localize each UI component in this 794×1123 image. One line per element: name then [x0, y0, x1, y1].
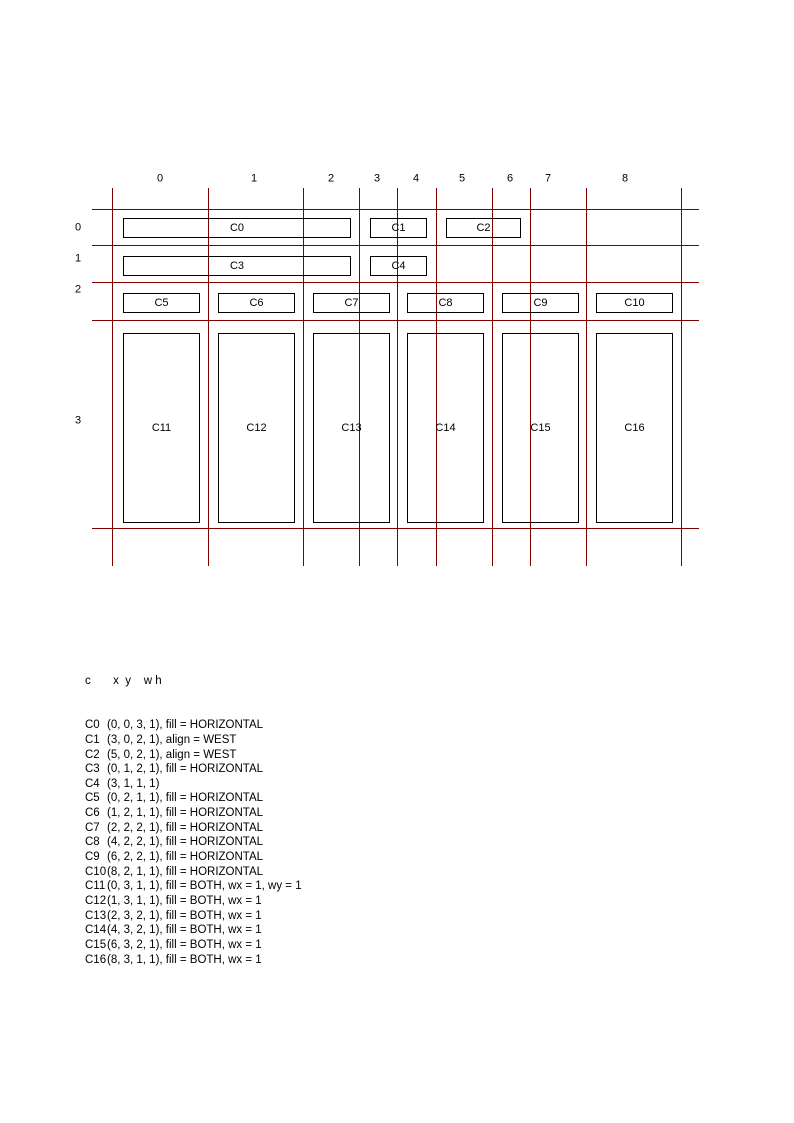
cell-box-c11 [123, 333, 200, 523]
row-label: 3 [74, 414, 82, 427]
legend-cell-id: C8 [85, 836, 100, 849]
row-label: 0 [74, 221, 82, 234]
grid-line-vertical [492, 188, 493, 566]
legend-cell-id: C9 [85, 851, 100, 864]
legend-rows [85, 718, 302, 967]
legend-constraint: (2, 3, 2, 1), fill = BOTH, wx = 1 [107, 909, 262, 922]
cell-box-c15 [502, 333, 579, 523]
column-label: 8 [621, 172, 629, 185]
legend-cell-id: C4 [85, 777, 100, 790]
legend-cell-id: C1 [85, 733, 100, 746]
grid-line-vertical [397, 188, 398, 566]
legend-row [85, 894, 302, 909]
column-label: 0 [156, 172, 164, 185]
legend-constraint: (6, 3, 2, 1), fill = BOTH, wx = 1 [107, 938, 262, 951]
legend-cell-id: C15 [85, 938, 107, 951]
cell-label: C8 [438, 296, 453, 309]
legend-row [85, 879, 302, 894]
legend-cell-id: C10 [85, 865, 107, 878]
grid-line-horizontal [92, 282, 699, 283]
cell-label: C13 [341, 421, 362, 434]
cell-label: C16 [624, 421, 645, 434]
cell-box-c6 [218, 293, 295, 313]
legend-row [85, 821, 302, 836]
column-label: 1 [250, 172, 258, 185]
cell-box-c14 [407, 333, 484, 523]
legend-cell-id: C5 [85, 792, 100, 805]
grid-line-vertical [208, 188, 209, 566]
grid-line-vertical [586, 188, 587, 566]
legend-cell-id: C0 [85, 719, 100, 732]
cell-box-c16 [596, 333, 673, 523]
cell-label: C9 [533, 296, 548, 309]
legend-constraint: (0, 3, 1, 1), fill = BOTH, wx = 1, wy = 1 [107, 880, 302, 893]
legend-constraint: (8, 2, 1, 1), fill = HORIZONTAL [107, 865, 264, 878]
cell-box-c10 [596, 293, 673, 313]
legend-row [85, 953, 302, 968]
legend-constraint: (0, 1, 2, 1), fill = HORIZONTAL [107, 763, 264, 776]
cell-label: C1 [391, 221, 406, 234]
cell-label: C2 [476, 221, 491, 234]
grid-line-horizontal [92, 320, 699, 321]
grid-line-vertical [681, 188, 682, 566]
cell-label: C7 [344, 296, 359, 309]
legend-cell-id: C2 [85, 748, 100, 761]
cell-box-c1 [370, 218, 427, 238]
grid-line-horizontal [92, 528, 699, 529]
legend-row [85, 718, 302, 733]
legend-row [85, 865, 302, 880]
legend-cell-id: C16 [85, 953, 107, 966]
legend-cell-id: C11 [85, 880, 106, 893]
legend-row [85, 909, 302, 924]
cell-label: C5 [154, 296, 169, 309]
legend-cell-id: C13 [85, 909, 107, 922]
legend-constraint: (4, 2, 2, 1), fill = HORIZONTAL [107, 836, 264, 849]
column-label: 6 [506, 172, 514, 185]
cell-box-c13 [313, 333, 390, 523]
legend-constraint: (4, 3, 2, 1), fill = BOTH, wx = 1 [107, 924, 262, 937]
legend-row [85, 733, 302, 748]
cell-box-c9 [502, 293, 579, 313]
legend-constraint: (2, 2, 2, 1), fill = HORIZONTAL [107, 821, 264, 834]
legend-row [85, 806, 302, 821]
legend-row [85, 938, 302, 953]
legend-cell-id: C12 [85, 894, 107, 907]
legend-constraint: (1, 3, 1, 1), fill = BOTH, wx = 1 [107, 894, 262, 907]
grid-line-vertical [303, 188, 304, 566]
grid-line-horizontal [92, 209, 699, 210]
legend-row [85, 777, 302, 792]
cell-box-c2 [446, 218, 521, 238]
grid-line-horizontal [92, 245, 699, 246]
legend-row [85, 748, 302, 763]
legend-header: c x y w h [85, 675, 162, 688]
legend-row [85, 791, 302, 806]
legend-cell-id: C3 [85, 763, 100, 776]
legend-constraint: (6, 2, 2, 1), fill = HORIZONTAL [107, 851, 264, 864]
cell-label: C12 [246, 421, 267, 434]
legend-constraint: (0, 2, 1, 1), fill = HORIZONTAL [107, 792, 264, 805]
cell-label: C4 [391, 259, 406, 272]
cell-box-c3 [123, 256, 351, 276]
legend-row [85, 923, 302, 938]
row-label: 1 [74, 252, 82, 265]
legend-cell-id: C6 [85, 807, 100, 820]
cell-label: C0 [229, 221, 245, 234]
constraints-legend [85, 645, 302, 996]
legend-row [85, 762, 302, 777]
cell-label: C10 [624, 296, 645, 309]
legend-cell-id: C7 [85, 821, 100, 834]
grid-line-vertical [112, 188, 113, 566]
column-label: 3 [373, 172, 381, 185]
cell-box-c4 [370, 256, 427, 276]
row-label: 2 [74, 283, 82, 296]
column-label: 2 [327, 172, 335, 185]
legend-constraint: (3, 0, 2, 1), align = WEST [107, 733, 237, 746]
cell-box-c7 [313, 293, 390, 313]
legend-constraint: (8, 3, 1, 1), fill = BOTH, wx = 1 [107, 953, 262, 966]
legend-constraint: (0, 0, 3, 1), fill = HORIZONTAL [107, 719, 264, 732]
cell-label: C15 [530, 421, 551, 434]
cell-box-c0 [123, 218, 351, 238]
cell-label: C6 [249, 296, 264, 309]
legend-cell-id: C14 [85, 924, 107, 937]
cell-label: C14 [435, 421, 456, 434]
legend-row [85, 850, 302, 865]
column-label: 4 [412, 172, 420, 185]
cell-label: C11 [151, 421, 172, 434]
cell-label: C3 [229, 259, 245, 272]
legend-constraint: (3, 1, 1, 1) [107, 777, 160, 790]
column-label: 5 [458, 172, 466, 185]
legend-row [85, 835, 302, 850]
legend-constraint: (5, 0, 2, 1), align = WEST [107, 748, 237, 761]
legend-constraint: (1, 2, 1, 1), fill = HORIZONTAL [107, 807, 264, 820]
cell-box-c8 [407, 293, 484, 313]
cell-box-c5 [123, 293, 200, 313]
cell-box-c12 [218, 333, 295, 523]
column-label: 7 [544, 172, 552, 185]
